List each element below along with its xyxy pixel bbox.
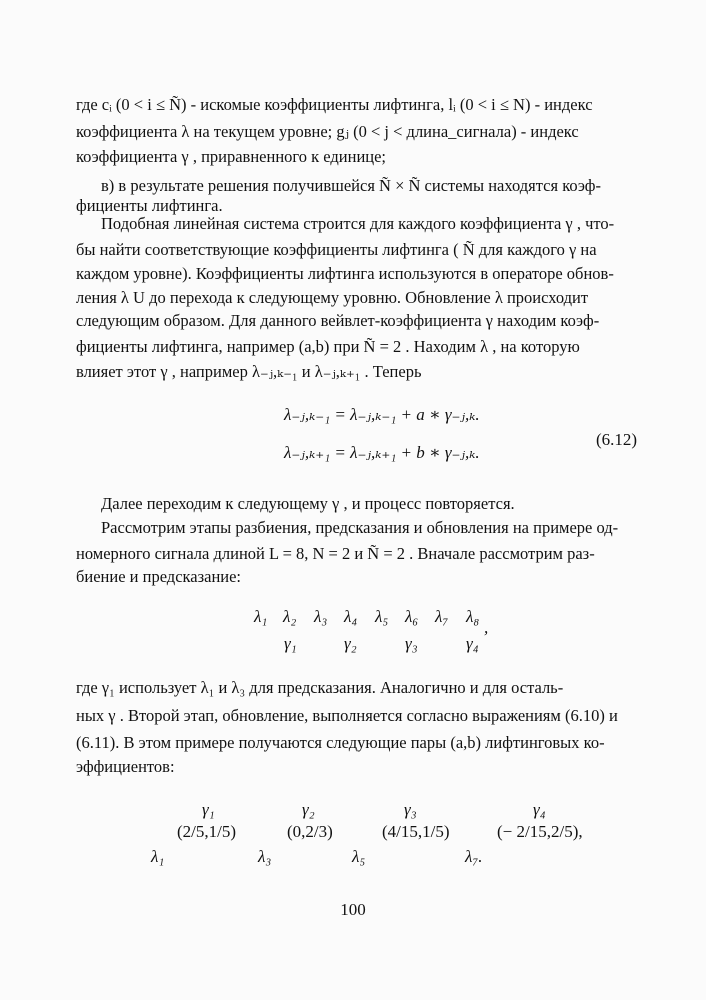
lifting-pair-3: (4/15,1/5) — [382, 822, 450, 841]
para5-line3: биение и предсказание: — [76, 567, 242, 586]
lambda-7: λ₇ — [435, 607, 449, 626]
lambdas-suffix: , — [484, 618, 489, 637]
lifting-pair-2: (0,2/3) — [287, 822, 333, 841]
para1-line1: где cᵢ (0 < i ≤ Ñ) - искомые коэффициенты лифтинга, lᵢ (0 < i ≤ N) - индекс — [76, 95, 593, 114]
lifting-gamma-4: γ₄ — [533, 800, 546, 819]
para3-line4: ления λ U до перехода к следующему уровню. Обновление λ происходит — [76, 288, 589, 307]
para3-line1: Подобная линейная система строится для каждого коэффициента γ , что- — [101, 214, 615, 233]
para3-line3: каждом уровне). Коэффициенты лифтинга используются в операторе обнов- — [76, 264, 614, 283]
para2-line1: в) в результате решения получившейся Ñ × Ñ системы находятся коэф- — [101, 176, 601, 195]
para3-line5: следующим образом. Для данного вейвлет-коэффициента γ находим коэф- — [76, 311, 600, 330]
equation-number: (6.12) — [596, 430, 638, 449]
para4-line1: Далее переходим к следующему γ , и процесс повторяется. — [101, 494, 515, 513]
gamma-4: γ₄ — [466, 634, 479, 653]
lifting-lambda-5: λ₅ — [352, 847, 366, 866]
page-number: 100 — [340, 900, 366, 919]
lifting-gamma-2: γ₂ — [302, 800, 315, 819]
lambda-1: λ₁ — [254, 607, 268, 626]
lambda-6: λ₆ — [405, 607, 419, 626]
equation-row-2: λ₋ⱼ,ₖ₊₁ = λ₋ⱼ,ₖ₊₁ + b ∗ γ₋ⱼ,ₖ. — [284, 443, 480, 462]
gamma-1: γ₁ — [284, 634, 297, 653]
para1-line3: коэффициента γ , приравненного к единице; — [76, 147, 387, 166]
gamma-2: γ₂ — [344, 634, 357, 653]
lambda-8: λ₈ — [466, 607, 480, 626]
lifting-gamma-1: γ₁ — [202, 800, 215, 819]
lifting-pair-4: (− 2/15,2/5), — [497, 822, 583, 841]
lifting-lambda-7: λ₇. — [465, 847, 483, 866]
lambda-2: λ₂ — [283, 607, 297, 626]
para3-line6: фициенты лифтинга, например (a,b) при Ñ = 2 . Находим λ , на которую — [76, 337, 580, 356]
equation-row-1: λ₋ⱼ,ₖ₋₁ = λ₋ⱼ,ₖ₋₁ + a ∗ γ₋ⱼ,ₖ. — [284, 405, 480, 424]
lifting-pair-1: (2/5,1/5) — [177, 822, 237, 841]
para6-line4: эффициентов: — [76, 757, 175, 776]
para2-line2: фициенты лифтинга. — [76, 196, 223, 215]
lifting-gamma-3: γ₃ — [404, 800, 417, 819]
para3-line2: бы найти соответствующие коэффициенты лифтинга ( Ñ для каждого γ на — [76, 240, 597, 259]
lifting-lambda-1: λ₁ — [151, 847, 165, 866]
para6-line1: где γ₁ использует λ₁ и λ₃ для предсказания. Аналогично и для осталь- — [76, 678, 564, 697]
para5-line2: номерного сигнала длиной L = 8, N = 2 и Ñ = 2 . Вначале рассмотрим раз- — [76, 544, 595, 563]
lambda-4: λ₄ — [344, 607, 358, 626]
lifting-lambda-3: λ₃ — [258, 847, 272, 866]
lambda-3: λ₃ — [314, 607, 328, 626]
para3-line7: влияет этот γ , например λ₋ⱼ,ₖ₋₁ и λ₋ⱼ,ₖ₊₁ . Теперь — [76, 362, 422, 381]
lambda-5: λ₅ — [375, 607, 389, 626]
para6-line3: (6.11). В этом примере получаются следующие пары (a,b) лифтинговых ко- — [76, 733, 605, 752]
para1-line2: коэффициента λ на текущем уровне; gⱼ (0 < j < длина_сигнала) - индекс — [76, 122, 579, 141]
gamma-3: γ₃ — [405, 634, 418, 653]
para5-line1: Рассмотрим этапы разбиения, предсказания и обновления на примере од- — [101, 518, 619, 537]
para6-line2: ных γ . Второй этап, обновление, выполняется согласно выражениям (6.10) и — [76, 706, 618, 725]
